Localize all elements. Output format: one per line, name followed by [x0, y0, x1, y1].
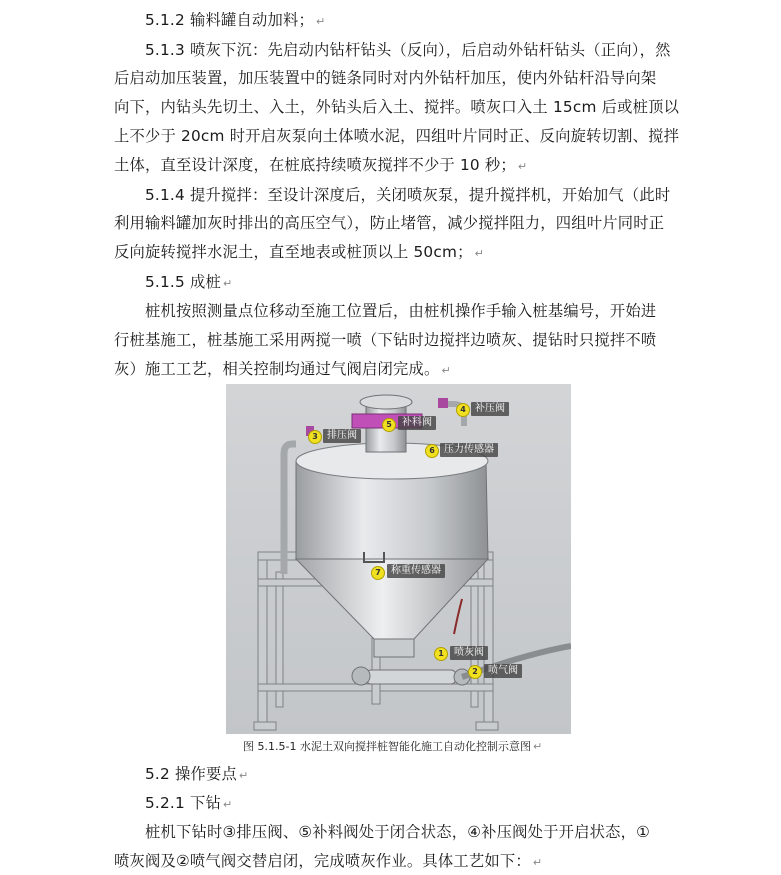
paragraph-line: 土体，直至设计深度，在桩底持续喷灰搅拌不少于 10 秒； ↵	[114, 156, 528, 174]
paragraph-line: 上不少于 20cm 时开启灰泵向土体喷水泥，四组叶片同时正、反向旋转切割、搅拌	[114, 127, 680, 145]
marker-5: 5	[382, 418, 396, 432]
paragraph-line: 反向旋转搅拌水泥土，直至地表或桩顶以上 50cm； ↵	[114, 243, 484, 261]
heading-5-2: 5.2 操作要点 ↵	[145, 765, 249, 783]
paragraph-line: 5.1.4 提升搅拌：至设计深度后，关闭喷灰泵，提升搅拌机，开始加气（此时	[145, 186, 671, 204]
paragraph-line: 后启动加压装置，加压装置中的链条同时对内外钻杆加压，使内外钻杆沿导向架	[114, 69, 657, 87]
heading-5-1-2: 5.1.2 输料罐自动加料； ↵	[145, 11, 326, 29]
heading-5-2-1: 5.2.1 下钻 ↵	[145, 794, 233, 812]
figure-caption: 图 5.1.5-1 水泥土双向搅拌桩智能化施工自动化控制示意图 ↵	[243, 740, 543, 753]
heading-5-1-5: 5.1.5 成桩 ↵	[145, 273, 233, 291]
marker-3: 3	[308, 430, 322, 444]
paragraph-line: 利用输料罐加灰时排出的高压空气），防止堵管，减少搅拌阻力，四组叶片同时正	[114, 214, 665, 232]
marker-2: 2	[468, 665, 482, 679]
label-pressure-sensor: 压力传感器	[440, 443, 498, 457]
label-weigh-sensor: 称重传感器	[387, 564, 445, 578]
paragraph-line: 灰）施工工艺，相关控制均通过气阀启闭完成。 ↵	[114, 360, 451, 378]
paragraph-line: 向下，内钻头先切土、入土，外钻头后入土、搅拌。喷灰口入土 15cm 后或桩顶以	[114, 98, 680, 116]
label-penqifa: 喷气阀	[484, 664, 522, 678]
marker-1: 1	[434, 647, 448, 661]
tank-illustration	[226, 384, 571, 734]
paragraph-line: 桩机下钻时③排压阀、⑤补料阀处于闭合状态，④补压阀处于开启状态，①	[145, 823, 651, 841]
marker-7: 7	[371, 566, 385, 580]
paragraph-line: 喷灰阀及②喷气阀交替启闭，完成喷灰作业。具体工艺如下： ↵	[114, 852, 543, 870]
label-buyafa: 补压阀	[471, 402, 509, 416]
marker-4: 4	[456, 403, 470, 417]
label-paiyafa: 排压阀	[323, 429, 361, 443]
paragraph-line: 5.1.3 喷灰下沉：先启动内钻杆钻头（反向），后启动外钻杆钻头（正向），然	[145, 41, 671, 59]
equipment-diagram	[226, 384, 571, 734]
marker-6: 6	[425, 444, 439, 458]
paragraph-line: 行桩基施工，桩基施工采用两搅一喷（下钻时边搅拌边喷灰、提钻时只搅拌不喷	[114, 331, 657, 349]
label-bulaofa: 补料阀	[398, 416, 436, 430]
paragraph-line: 桩机按照测量点位移动至施工位置后，由桩机操作手输入桩基编号，开始进	[145, 302, 657, 320]
label-penhuifa: 喷灰阀	[450, 646, 488, 660]
